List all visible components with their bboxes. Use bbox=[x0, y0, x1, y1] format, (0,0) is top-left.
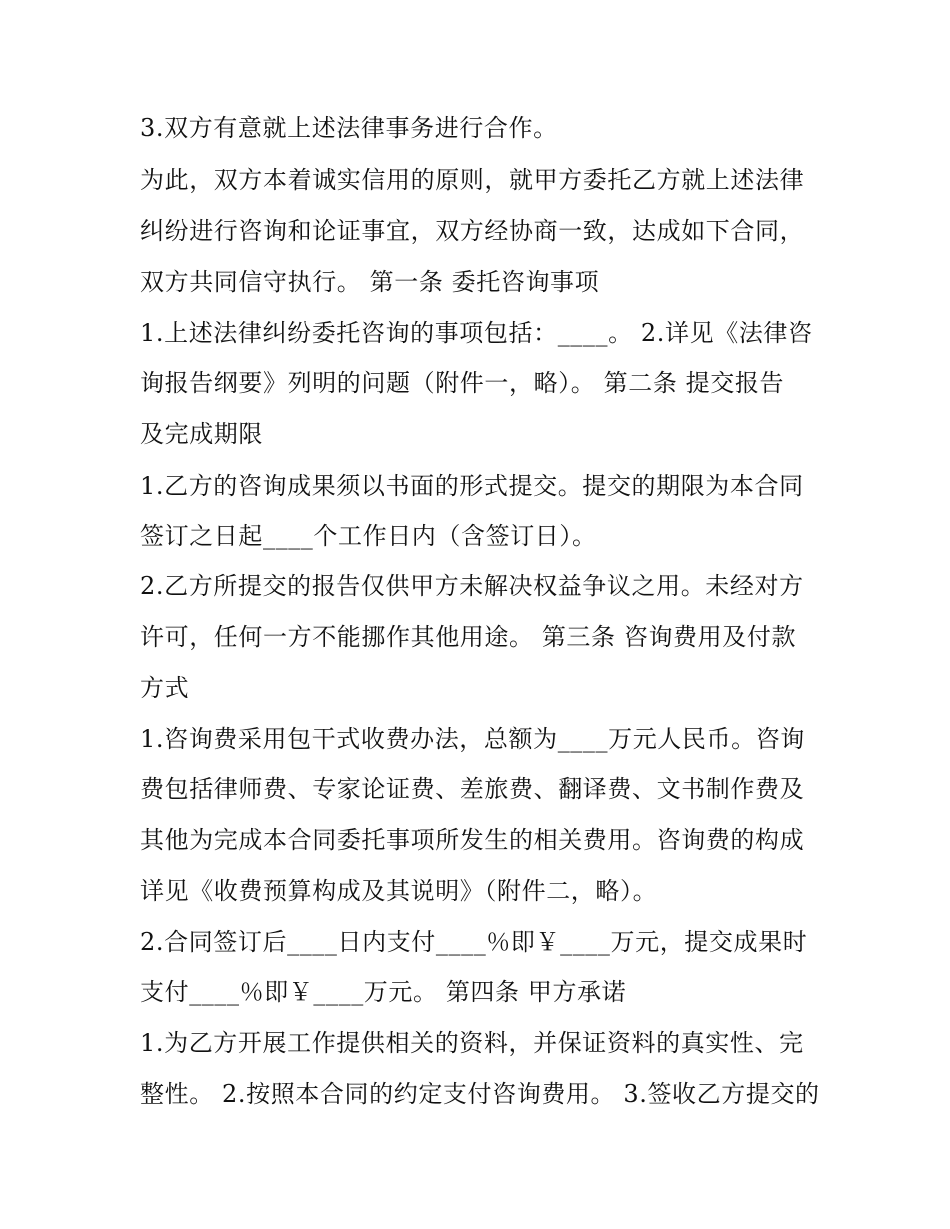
text-line: 1.咨询费采用包干式收费办法，总额为____万元人民币。咨询 bbox=[140, 725, 805, 753]
text-line: 许可，任何一方不能挪作其他用途。 第三条 咨询费用及付款 bbox=[140, 623, 797, 651]
text-line: 双方共同信守执行。 第一条 委托咨询事项 bbox=[140, 268, 600, 296]
text-line: 费包括律师费、专家论证费、差旅费、翻译费、文书制作费及 bbox=[140, 775, 805, 803]
text-line: 为此，双方本着诚实信用的原则，就甲方委托乙方就上述法律 bbox=[140, 166, 805, 194]
text-line: 1.为乙方开展工作提供相关的资料，并保证资料的真实性、完 bbox=[140, 1029, 804, 1057]
text-line: 2.乙方所提交的报告仅供甲方未解决权益争议之用。未经对方 bbox=[140, 572, 804, 600]
text-line: 2.合同签订后____日内支付____％即￥____万元，提交成果时 bbox=[140, 928, 808, 956]
text-line: 1.上述法律纠纷委托咨询的事项包括：____。 2.详见《法律咨 bbox=[140, 319, 813, 347]
text-line: 整性。 2.按照本合同的约定支付咨询费用。 3.签收乙方提交的 bbox=[140, 1080, 820, 1108]
text-line: 详见《收费预算构成及其说明》（附件二，略）。 bbox=[140, 877, 658, 905]
text-line: 3.双方有意就上述法律事务进行合作。 bbox=[140, 114, 558, 142]
text-line: 签订之日起____个工作日内（含签订日）。 bbox=[140, 522, 597, 550]
text-line: 询报告纲要》列明的问题（附件一，略）。 第二条 提交报告 bbox=[140, 369, 785, 397]
text-line: 及完成期限 bbox=[140, 420, 263, 448]
text-line: 1.乙方的咨询成果须以书面的形式提交。提交的期限为本合同 bbox=[140, 472, 804, 500]
text-line: 方式 bbox=[140, 674, 190, 702]
text-line: 纠纷进行咨询和论证事宜，双方经协商一致，达成如下合同， bbox=[140, 217, 805, 245]
text-line: 其他为完成本合同委托事项所发生的相关费用。咨询费的构成 bbox=[140, 826, 805, 854]
text-line: 支付____％即￥____万元。 第四条 甲方承诺 bbox=[140, 978, 627, 1006]
